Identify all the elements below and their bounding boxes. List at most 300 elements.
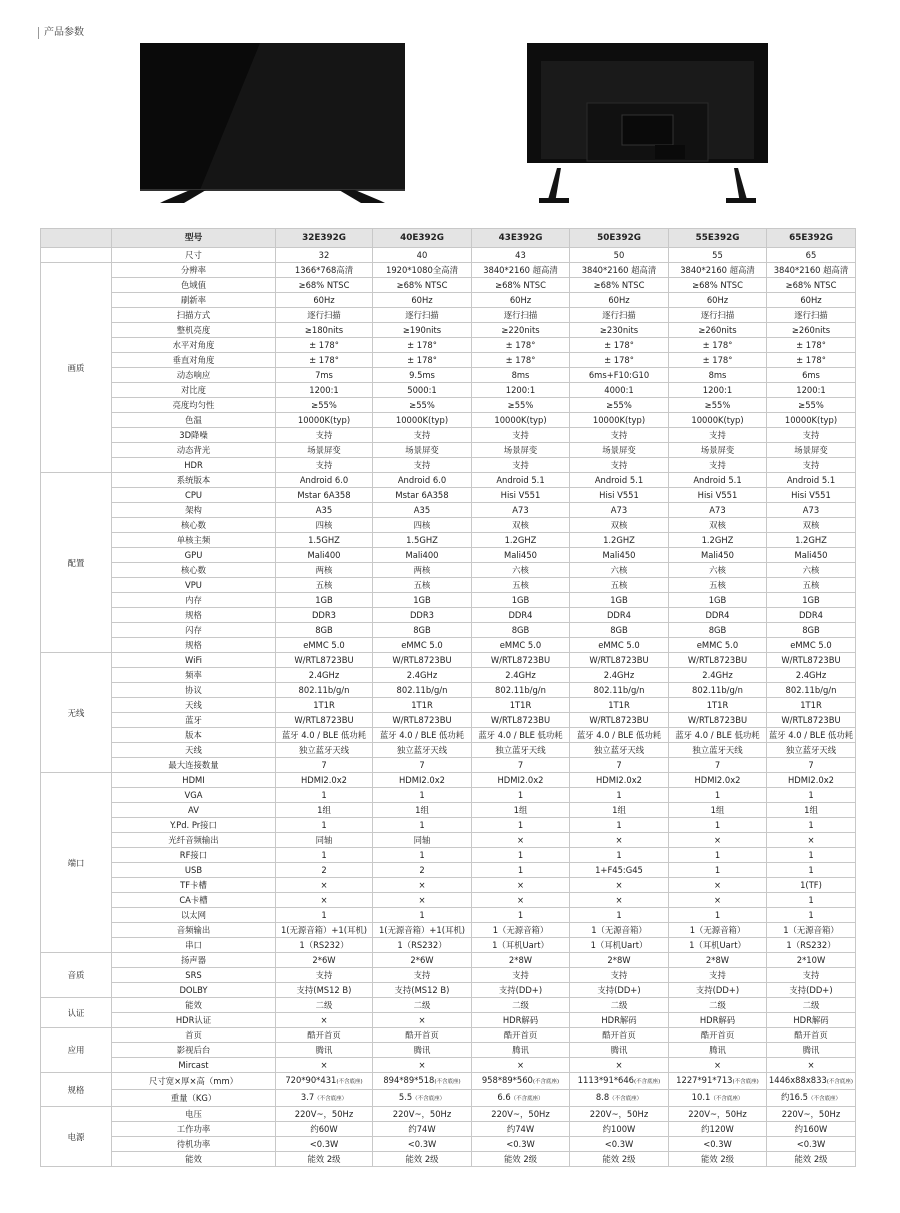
value-note: （不含底座） (412, 1096, 446, 1102)
value-cell: <0.3W (276, 1137, 373, 1152)
value-cell (373, 1090, 472, 1107)
value-cell: 10000K(typ) (276, 413, 373, 428)
value-cell: <0.3W (767, 1137, 856, 1152)
param-label: Y.Pd. Pr接口 (112, 818, 276, 833)
value-cell: HDMI2.0x2 (570, 773, 669, 788)
value-cell: 1 (373, 848, 472, 863)
value-cell: 六核 (669, 563, 767, 578)
table-row (41, 368, 856, 383)
param-label: 最大连接数量 (112, 758, 276, 773)
value-cell: 支持 (570, 428, 669, 443)
value-cell: 1 (472, 818, 570, 833)
value-cell: 802.11b/g/n (276, 683, 373, 698)
value-cell: 7 (472, 758, 570, 773)
value-cell: Hisi V551 (570, 488, 669, 503)
value-cell: 55 (669, 248, 767, 263)
value-main: 1227*91*713 (676, 1075, 733, 1085)
value-cell: ≥68% NTSC (373, 278, 472, 293)
param-label: 核心数 (112, 563, 276, 578)
value-cell: ± 178° (276, 353, 373, 368)
model-header: 32E392G (276, 229, 373, 248)
value-cell: Mali400 (276, 548, 373, 563)
value-cell: Android 5.1 (570, 473, 669, 488)
section-label: 规格 (41, 1073, 112, 1107)
value-cell: 1.5GHZ (276, 533, 373, 548)
value-cell: 酷开首页 (373, 1028, 472, 1043)
table-row (41, 1073, 856, 1090)
value-main: 约16.5 (780, 1092, 808, 1102)
value-cell: 220V~，50Hz (276, 1107, 373, 1122)
param-label: 扫描方式 (112, 308, 276, 323)
param-label: 动态响应 (112, 368, 276, 383)
value-cell: 二级 (669, 998, 767, 1013)
section-label: 电源 (41, 1107, 112, 1167)
value-main: 1446x88x833 (768, 1075, 827, 1085)
value-cell: 8ms (669, 368, 767, 383)
value-cell: 1 (767, 848, 856, 863)
value-cell: eMMC 5.0 (669, 638, 767, 653)
param-label: USB (112, 863, 276, 878)
value-cell: 5000:1 (373, 383, 472, 398)
value-cell: eMMC 5.0 (570, 638, 669, 653)
value-cell: 1 (669, 788, 767, 803)
value-cell: 支持 (472, 428, 570, 443)
value-cell: 1200:1 (276, 383, 373, 398)
value-cell: 8GB (373, 623, 472, 638)
value-cell: 2*10W (767, 953, 856, 968)
table-row (41, 653, 856, 668)
value-cell: HDR解码 (767, 1013, 856, 1028)
value-cell: 220V~，50Hz (373, 1107, 472, 1122)
value-cell: ≥68% NTSC (472, 278, 570, 293)
param-label: AV (112, 803, 276, 818)
table-row (41, 953, 856, 968)
model-header: 40E392G (373, 229, 472, 248)
value-main: 720*90*431 (285, 1075, 337, 1085)
value-cell: A35 (276, 503, 373, 518)
section-label: 认证 (41, 998, 112, 1028)
value-cell (669, 1090, 767, 1107)
value-cell: Mali450 (570, 548, 669, 563)
value-cell: 3840*2160 超高清 (767, 263, 856, 278)
value-cell: 2 (373, 863, 472, 878)
value-cell: Mali450 (767, 548, 856, 563)
value-cell: 60Hz (767, 293, 856, 308)
value-cell: 32 (276, 248, 373, 263)
value-main: 10.1 (691, 1092, 711, 1102)
value-cell: 约100W (570, 1122, 669, 1137)
value-cell (570, 1090, 669, 1107)
value-cell: 10000K(typ) (570, 413, 669, 428)
value-cell: 1组 (669, 803, 767, 818)
table-row (41, 743, 856, 758)
value-cell: <0.3W (373, 1137, 472, 1152)
value-cell: ≥68% NTSC (669, 278, 767, 293)
value-cell: 1T1R (570, 698, 669, 713)
value-cell: 2*6W (276, 953, 373, 968)
value-cell: 二级 (767, 998, 856, 1013)
value-cell: 五核 (669, 578, 767, 593)
value-note: (不含底座) (732, 1079, 759, 1085)
param-label: VGA (112, 788, 276, 803)
value-cell: 2*8W (669, 953, 767, 968)
value-cell: A73 (472, 503, 570, 518)
value-cell: × (472, 878, 570, 893)
value-cell: 1(无源音箱）+1(耳机) (373, 923, 472, 938)
value-cell: 六核 (472, 563, 570, 578)
value-cell: 能效 2级 (669, 1152, 767, 1167)
section-label: 应用 (41, 1028, 112, 1073)
value-cell: 220V~，50Hz (669, 1107, 767, 1122)
value-cell: 10000K(typ) (472, 413, 570, 428)
table-row (41, 1058, 856, 1073)
value-cell: ≥68% NTSC (570, 278, 669, 293)
value-note: (不含底座) (826, 1079, 854, 1085)
value-cell: Android 5.1 (669, 473, 767, 488)
value-cell: 1（耳机Uart） (472, 938, 570, 953)
param-label: 3D降噪 (112, 428, 276, 443)
param-header: 型号 (112, 229, 276, 248)
value-cell: Hisi V551 (472, 488, 570, 503)
value-cell: 1 (767, 893, 856, 908)
param-label: 频率 (112, 668, 276, 683)
value-cell: 酷开首页 (276, 1028, 373, 1043)
value-cell: 1(TF) (767, 878, 856, 893)
value-cell: 双核 (472, 518, 570, 533)
value-cell: 1T1R (373, 698, 472, 713)
param-label: 以太网 (112, 908, 276, 923)
table-row (41, 773, 856, 788)
value-cell: 65 (767, 248, 856, 263)
table-row (41, 983, 856, 998)
value-cell: × (373, 878, 472, 893)
table-row (41, 968, 856, 983)
value-cell: 3840*2160 超高清 (570, 263, 669, 278)
table-row (41, 623, 856, 638)
value-cell: Mali400 (373, 548, 472, 563)
value-cell: 1.2GHZ (767, 533, 856, 548)
value-cell: 1（无源音箱） (669, 923, 767, 938)
value-cell: 220V~，50Hz (472, 1107, 570, 1122)
table-row (41, 428, 856, 443)
value-cell: A73 (669, 503, 767, 518)
value-cell (373, 1073, 472, 1090)
value-cell: 独立蓝牙天线 (276, 743, 373, 758)
value-cell: ≥68% NTSC (276, 278, 373, 293)
param-label: 首页 (112, 1028, 276, 1043)
value-cell: 1（RS232） (767, 938, 856, 953)
value-cell: eMMC 5.0 (472, 638, 570, 653)
value-cell: ± 178° (472, 353, 570, 368)
param-label: 音频输出 (112, 923, 276, 938)
value-cell: DDR4 (570, 608, 669, 623)
table-row (41, 608, 856, 623)
value-cell: 1T1R (767, 698, 856, 713)
table-row (41, 908, 856, 923)
value-cell: 五核 (472, 578, 570, 593)
value-cell: 1GB (472, 593, 570, 608)
table-row (41, 1028, 856, 1043)
param-label: Mircast (112, 1058, 276, 1073)
value-cell: 五核 (373, 578, 472, 593)
value-cell: 能效 2级 (276, 1152, 373, 1167)
value-cell: 1 (373, 788, 472, 803)
table-row (41, 398, 856, 413)
value-main: 1113*91*646 (577, 1075, 635, 1085)
value-cell: 场景屏变 (472, 443, 570, 458)
param-label: CPU (112, 488, 276, 503)
value-cell: Android 5.1 (472, 473, 570, 488)
value-cell: DDR4 (669, 608, 767, 623)
param-label: 架构 (112, 503, 276, 518)
value-cell: 8GB (276, 623, 373, 638)
value-cell: 支持 (767, 428, 856, 443)
table-row (41, 503, 856, 518)
param-label: 整机亮度 (112, 323, 276, 338)
value-cell: 1GB (767, 593, 856, 608)
section-label: 端口 (41, 773, 112, 953)
value-cell: 1 (767, 788, 856, 803)
param-label: 版本 (112, 728, 276, 743)
value-cell: 蓝牙 4.0 / BLE 低功耗 (276, 728, 373, 743)
value-cell: Android 5.1 (767, 473, 856, 488)
table-row (41, 293, 856, 308)
table-row (41, 1090, 856, 1107)
value-cell: 2 (276, 863, 373, 878)
value-cell: × (669, 893, 767, 908)
value-cell: 能效 2级 (570, 1152, 669, 1167)
value-cell: 7 (767, 758, 856, 773)
table-row (41, 848, 856, 863)
value-cell: 60Hz (472, 293, 570, 308)
value-cell: ± 178° (669, 338, 767, 353)
value-cell: 支持(MS12 B) (276, 983, 373, 998)
param-label: 分辨率 (112, 263, 276, 278)
value-cell: Mali450 (472, 548, 570, 563)
value-cell: 约160W (767, 1122, 856, 1137)
value-cell: W/RTL8723BU (472, 653, 570, 668)
value-cell: 1 (767, 818, 856, 833)
value-cell: × (767, 1058, 856, 1073)
value-cell: HDMI2.0x2 (472, 773, 570, 788)
value-cell: 蓝牙 4.0 / BLE 低功耗 (669, 728, 767, 743)
value-cell: ≥55% (767, 398, 856, 413)
value-cell: 五核 (570, 578, 669, 593)
param-label: 刷新率 (112, 293, 276, 308)
value-cell: 60Hz (669, 293, 767, 308)
value-cell: 二级 (472, 998, 570, 1013)
value-cell: ≥180nits (276, 323, 373, 338)
table-row (41, 668, 856, 683)
value-cell: 独立蓝牙天线 (373, 743, 472, 758)
value-cell: 独立蓝牙天线 (669, 743, 767, 758)
value-cell: 支持 (669, 428, 767, 443)
value-main: 8.8 (595, 1092, 610, 1102)
value-cell: 1366*768高清 (276, 263, 373, 278)
value-cell: Mali450 (669, 548, 767, 563)
value-cell: 2*6W (373, 953, 472, 968)
value-cell: 独立蓝牙天线 (570, 743, 669, 758)
table-row (41, 683, 856, 698)
value-cell: 场景屏变 (570, 443, 669, 458)
value-cell: × (767, 833, 856, 848)
value-cell: ≥68% NTSC (767, 278, 856, 293)
param-label: HDR (112, 458, 276, 473)
value-cell: 支持 (276, 968, 373, 983)
value-cell: 酷开首页 (472, 1028, 570, 1043)
value-cell: 4000:1 (570, 383, 669, 398)
table-row (41, 458, 856, 473)
spec-table (40, 228, 856, 1167)
value-cell: 支持(DD+) (570, 983, 669, 998)
table-row (41, 893, 856, 908)
value-cell: 同轴 (373, 833, 472, 848)
value-cell: 7ms (276, 368, 373, 383)
value-cell: × (373, 1013, 472, 1028)
value-cell (767, 1090, 856, 1107)
value-cell: 3840*2160 超高清 (472, 263, 570, 278)
value-main: 6.6 (497, 1092, 511, 1102)
value-cell: W/RTL8723BU (373, 713, 472, 728)
value-cell: 1920*1080全高清 (373, 263, 472, 278)
value-cell: 六核 (767, 563, 856, 578)
table-row (41, 638, 856, 653)
value-cell: 1.5GHZ (373, 533, 472, 548)
section-label: 配置 (41, 473, 112, 653)
value-cell: 7 (669, 758, 767, 773)
value-note: （不含底座） (609, 1096, 643, 1102)
value-cell: 2.4GHz (767, 668, 856, 683)
value-cell: 约60W (276, 1122, 373, 1137)
value-cell: 8GB (472, 623, 570, 638)
corner-cell (41, 229, 112, 248)
value-cell: 能效 2级 (767, 1152, 856, 1167)
value-cell: 2.4GHz (276, 668, 373, 683)
param-label: RF接口 (112, 848, 276, 863)
value-cell: 两核 (373, 563, 472, 578)
value-cell: 1.2GHZ (472, 533, 570, 548)
param-label: 待机功率 (112, 1137, 276, 1152)
param-label: CA卡槽 (112, 893, 276, 908)
value-cell: ≥220nits (472, 323, 570, 338)
value-cell: HDMI2.0x2 (669, 773, 767, 788)
value-cell: W/RTL8723BU (570, 713, 669, 728)
param-label: 规格 (112, 638, 276, 653)
value-cell: 五核 (276, 578, 373, 593)
value-cell: HDR解码 (669, 1013, 767, 1028)
table-row (41, 998, 856, 1013)
value-cell: 支持(MS12 B) (373, 983, 472, 998)
value-cell: 逐行扫描 (276, 308, 373, 323)
value-cell (276, 1073, 373, 1090)
value-cell (276, 1090, 373, 1107)
value-cell: 1组 (276, 803, 373, 818)
value-note: （不含底座） (510, 1096, 544, 1102)
value-cell: DDR4 (472, 608, 570, 623)
value-cell: 10000K(typ) (669, 413, 767, 428)
value-cell: 1 (570, 908, 669, 923)
value-cell (472, 1073, 570, 1090)
value-cell: 二级 (373, 998, 472, 1013)
value-cell: Android 6.0 (373, 473, 472, 488)
value-cell: ± 178° (472, 338, 570, 353)
value-cell: A73 (767, 503, 856, 518)
value-cell: 1(无源音箱）+1(耳机) (276, 923, 373, 938)
value-cell: 1.2GHZ (669, 533, 767, 548)
value-cell: 7 (570, 758, 669, 773)
value-cell: 1GB (570, 593, 669, 608)
value-main: 958*89*560 (481, 1075, 533, 1085)
value-cell: eMMC 5.0 (373, 638, 472, 653)
value-cell: 支持 (669, 458, 767, 473)
table-row (41, 578, 856, 593)
value-cell: Mstar 6A358 (276, 488, 373, 503)
value-cell: W/RTL8723BU (276, 653, 373, 668)
value-cell: Hisi V551 (669, 488, 767, 503)
value-cell: 独立蓝牙天线 (472, 743, 570, 758)
value-cell: 1 (276, 848, 373, 863)
param-label: 尺寸 (112, 248, 276, 263)
value-cell: eMMC 5.0 (276, 638, 373, 653)
value-cell: 1（耳机Uart） (570, 938, 669, 953)
table-row (41, 938, 856, 953)
param-label: 垂直对角度 (112, 353, 276, 368)
value-cell: ± 178° (570, 353, 669, 368)
value-cell: 1（RS232） (373, 938, 472, 953)
section-label: 音质 (41, 953, 112, 998)
value-cell: 支持 (472, 458, 570, 473)
param-label: 工作功率 (112, 1122, 276, 1137)
param-label: 天线 (112, 698, 276, 713)
value-note: （不含底座） (710, 1096, 744, 1102)
value-cell: 二级 (276, 998, 373, 1013)
value-cell: 1 (472, 788, 570, 803)
param-label: DOLBY (112, 983, 276, 998)
value-cell: DDR3 (276, 608, 373, 623)
param-label: 光纤音频输出 (112, 833, 276, 848)
table-row (41, 758, 856, 773)
param-label: 核心数 (112, 518, 276, 533)
value-cell: A35 (373, 503, 472, 518)
table-row (41, 248, 856, 263)
value-cell: 8GB (669, 623, 767, 638)
section-label (41, 248, 112, 263)
value-cell: 43 (472, 248, 570, 263)
param-label: 能效 (112, 998, 276, 1013)
value-cell: × (276, 1058, 373, 1073)
value-cell (570, 1073, 669, 1090)
param-label: 扬声器 (112, 953, 276, 968)
value-cell: 同轴 (276, 833, 373, 848)
value-cell: 1（无源音箱） (472, 923, 570, 938)
param-label: 电压 (112, 1107, 276, 1122)
value-cell: 腾讯 (472, 1043, 570, 1058)
value-cell: 支持 (472, 968, 570, 983)
param-label: 动态背光 (112, 443, 276, 458)
value-note: （不含底座） (314, 1096, 348, 1102)
value-cell: 1GB (276, 593, 373, 608)
value-cell: 蓝牙 4.0 / BLE 低功耗 (373, 728, 472, 743)
table-row (41, 443, 856, 458)
param-label: TF卡槽 (112, 878, 276, 893)
value-cell: 10000K(typ) (767, 413, 856, 428)
value-cell: 2*8W (570, 953, 669, 968)
value-cell: 支持 (767, 968, 856, 983)
value-cell: 四核 (373, 518, 472, 533)
tv-front-image (140, 43, 405, 205)
value-cell: 两核 (276, 563, 373, 578)
table-row (41, 803, 856, 818)
